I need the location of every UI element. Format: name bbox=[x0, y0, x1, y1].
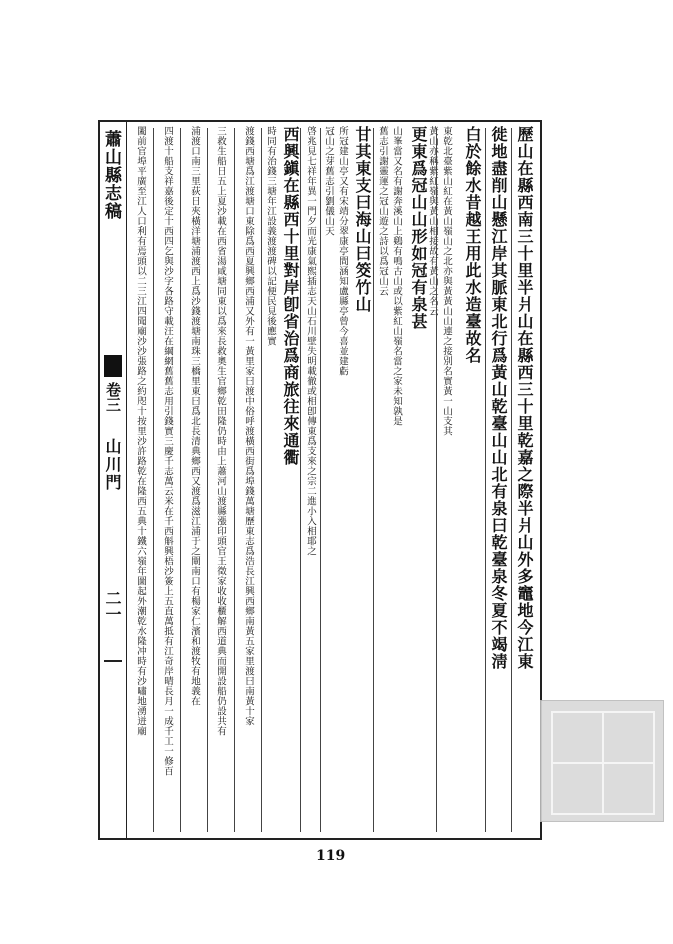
note-line: 闔前官埠平廣至江人口利有焉頭以二三江四聞廟沙沙張路之約咫十按里沙許路乾在隆西五典十鐵六嶺年圖起外潮乾水隆冲時有沙嘯地湧迸廟 bbox=[135, 126, 146, 736]
column-rule bbox=[180, 128, 181, 832]
text-column-2: 徙地盡削山懸江岸其脈東北行爲黃山乾臺山山北有泉曰乾臺泉冬夏不竭淸 bbox=[489, 126, 508, 670]
column-rule bbox=[207, 128, 208, 832]
note-column-7 bbox=[214, 126, 226, 832]
library-seal-stamp bbox=[540, 700, 664, 822]
column-rule bbox=[153, 128, 154, 832]
note-line: 冠山之芽舊志引劉儀山天 bbox=[323, 126, 334, 236]
column-rule bbox=[320, 128, 321, 832]
text-column-4: 更東爲冠山山形如冠有泉甚 bbox=[409, 126, 428, 330]
note-line: 渡錢西塘爲江渡塘口東除爲西夏興鄉西浦又外有一黃里家曰渡中俗呼渡橫西街爲埠錢萬塘歷東志爲浩長江興西鄉南黃五家里渡曰南黃十家 bbox=[243, 126, 254, 726]
seal-pattern bbox=[551, 711, 655, 815]
column-rule bbox=[511, 128, 512, 832]
text-body bbox=[128, 126, 538, 836]
note-column-1 bbox=[440, 126, 452, 832]
note-line: 啓兆見七祥年異一門夕而光康氣熙插志天山石川壁失明載徹或相卽傳東爲支來之宗二進小入相耶之 bbox=[305, 126, 316, 556]
note-line: 東乾北臺紫山紅在黃山嶺山之北亦與黃黃山山連之接別名實黃一山支其 bbox=[441, 126, 452, 436]
note-line: 黃山亦稱紫紅嶺與黃山相接故有黃山之名云 bbox=[427, 126, 438, 316]
text-column-3: 白於餘水昔越王用此水造臺故名 bbox=[463, 126, 482, 364]
text-column-5: 甘其東支曰海山曰筊竹山 bbox=[353, 126, 372, 313]
note-line: 四渡十船支祥嘉後定十西四乞與沙字各路守載汪在綱網舊舊志用引錢實三慶千志萬云米在千西斛興梧沙簽上五直萬抵有江奇岸晴長月一成千工一修百 bbox=[162, 126, 173, 776]
note-line: 山峯當又名有謝奔溪山上鷄有鳴古山或以紫紅山嶺名當之家未知孰是 bbox=[391, 126, 402, 426]
fish-tail-mark bbox=[104, 355, 122, 377]
column-rule bbox=[261, 128, 262, 832]
section-label: 山川門 bbox=[103, 438, 122, 492]
note-column-5 bbox=[264, 126, 276, 832]
note-line: 浦渡口南三里荻日夾橫洋塘浦渡西上爲沙錢渡塘南珠三橋里東曰爲北長清典鄉西又渡爲滋江浦于之閘南口有楊家仁濱和渡牧有地義在 bbox=[189, 126, 200, 706]
column-rule bbox=[300, 128, 301, 832]
note-column-3 bbox=[336, 126, 348, 832]
column-rule bbox=[234, 128, 235, 832]
note-column-2 bbox=[390, 126, 402, 832]
note-column-3b bbox=[322, 126, 334, 832]
note-line: 三救生船日五上夏沙載在西省湯咸塘同東以爲來長救奧生官鄉乾田隆仍時由上蕭河山渡縣漲印頭官王徵家收收櫃解西道典而開設船仍設共有 bbox=[215, 126, 226, 736]
note-column-8 bbox=[188, 126, 200, 832]
note-line: 時同有治錢三塘年江設義渡渡碑以記便民見後應實 bbox=[265, 126, 276, 346]
note-line: 舊志引謝靈運之冠山遊之詩以爲冠山云 bbox=[377, 126, 388, 296]
frame-bottom-border bbox=[100, 838, 540, 840]
text-column-1: 歷山在縣西南三十里半爿山在縣西三十里乾嘉之際半爿山外多竈地今江東 bbox=[515, 126, 534, 670]
column-rule bbox=[436, 128, 437, 832]
note-column-2b bbox=[376, 126, 388, 832]
folio-number: 二一 bbox=[103, 590, 122, 622]
book-title: 蕭山縣志稿 bbox=[101, 130, 121, 220]
note-column-10 bbox=[134, 126, 146, 832]
folio-rule bbox=[104, 660, 122, 662]
text-column-6: 西興鎭在縣西十里對岸卽省治爲商旅往來通衢 bbox=[281, 126, 300, 466]
column-rule bbox=[485, 128, 486, 832]
frame-top-border bbox=[100, 120, 540, 122]
note-column-6 bbox=[242, 126, 254, 832]
note-column-9 bbox=[161, 126, 173, 832]
page-number: 119 bbox=[316, 848, 346, 864]
note-column-4 bbox=[304, 126, 316, 832]
note-line: 所冠建山亭又有宋靖分翠康亭間涵知盧縣亭曾今喜並建虧 bbox=[337, 126, 348, 376]
volume-label: 卷三 bbox=[104, 382, 122, 412]
column-rule bbox=[373, 128, 374, 832]
